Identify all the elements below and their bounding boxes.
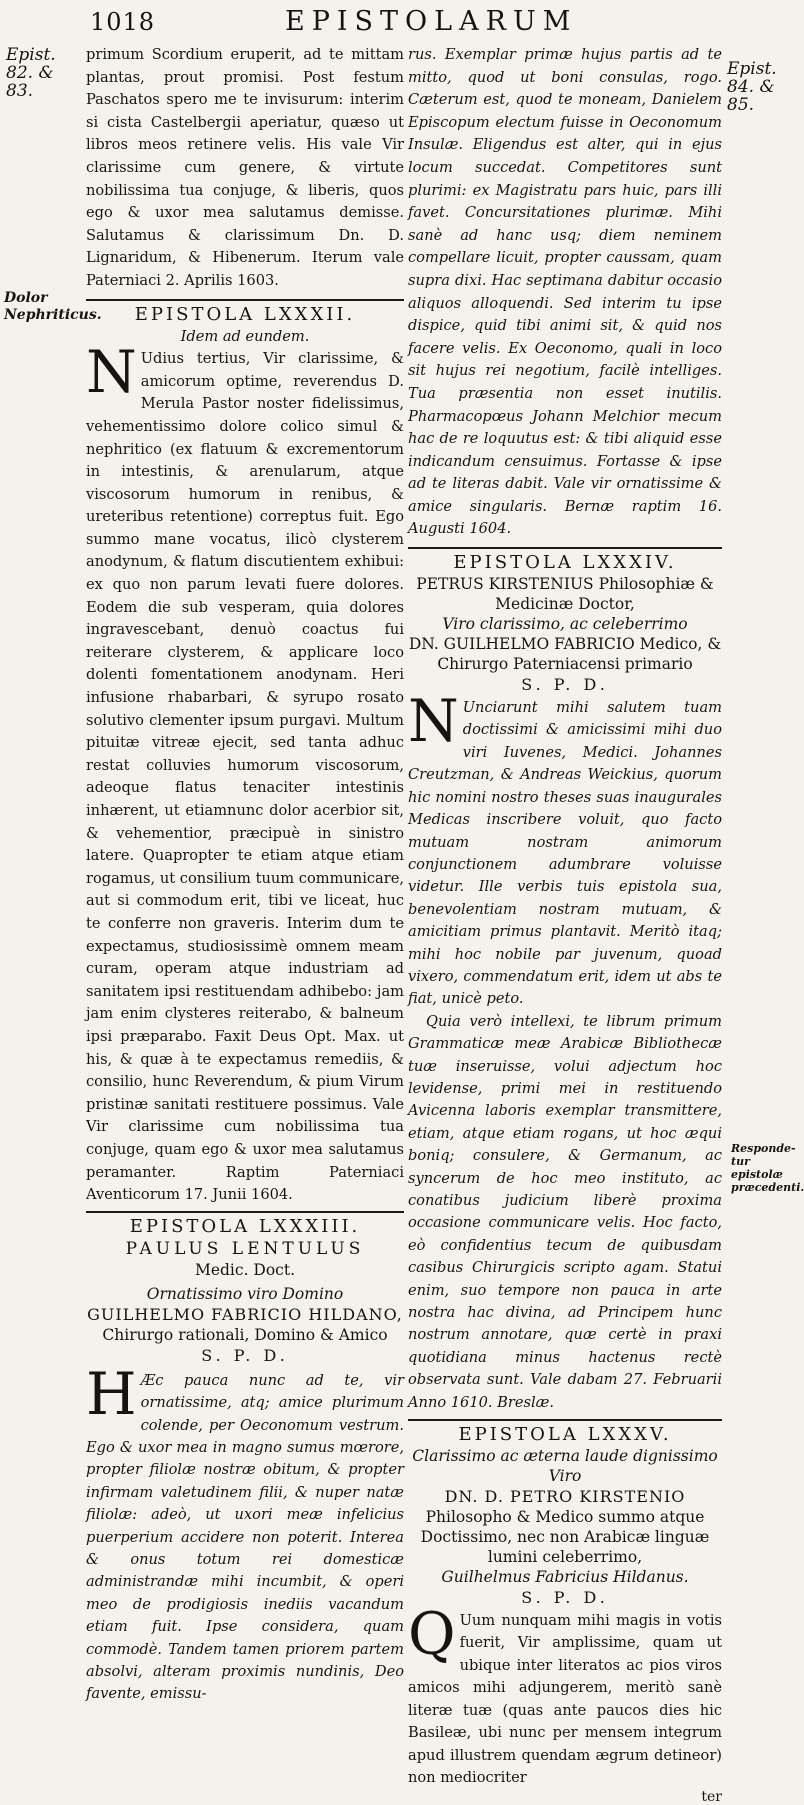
letter-85-text: Uum nunquam mihi magis in votis fuerit, Vir amplissime, quam ut ubique inter literatos ac pios viros amicos mihi adjungerem, meritò sanè literæ tuæ (quas ante paucos dies hic Basileæ, ubi nunc per mensem integrum apud illustrem quendam ægrum detineor) non mediocriter	[408, 1612, 722, 1786]
letter-84-addressee-name: DN. GUILHELMO FABRICIO Medico, & Chirurgo Paterniacensi primario	[408, 635, 722, 674]
divider	[86, 1211, 404, 1213]
margin-ref-left: Epist. 82. & 83.	[6, 45, 56, 101]
letter-83-salutation: S. P. D.	[201, 1345, 289, 1365]
letter-83-addressee-line1: Ornatissimo viro Domino	[146, 1284, 344, 1303]
running-header	[0, 6, 800, 42]
letter-81-continuation: primum Scordium eruperit, ad te mittam plantas, prout promisi. Post festum Paschatos spero me te invisurum: interim si cista Castelbergii aperiatur, quæso ut libros meos retinere velis. His vale Vir clarissime cum genere, & virtute nobilissima tua conjuge, & liberis, quos ego & uxor mea salutamus demisse. Salutamus & clarissimum Dn. D. Lignaridum, & Hibenerum. Iterum vale Paterniaci 2. Aprilis 1603.	[86, 46, 404, 289]
letter-85-addressee-name: DN. D. PETRO KIRSTENIO	[444, 1487, 686, 1507]
letter-85-title: EPISTOLA LXXXV.	[458, 1424, 672, 1446]
letter-83-dropcap: H	[86, 1359, 137, 1428]
letter-84-dropcap: N	[408, 687, 459, 756]
running-head: EPISTOLARUM	[285, 6, 578, 37]
margin-note-respondetur: Responde-tur epistolæ præcedenti.	[731, 1142, 804, 1194]
letter-83-title: EPISTOLA LXXXIII.	[129, 1215, 361, 1237]
letter-82-title: EPISTOLA LXXXII.	[134, 303, 356, 325]
letter-82-body	[86, 338, 404, 1207]
letter-84-body	[408, 687, 722, 1011]
letter-84-author: PETRUS KIRSTENIUS Philosophiæ & Medicinæ Doctor,	[416, 575, 714, 614]
letter-85-salutation: S. P. D.	[521, 1588, 609, 1608]
margin-ref-right: Epist. 84. & 85.	[727, 59, 777, 115]
letter-82-text: Udius tertius, Vir clarissime, & amicorum optime, reverendus D. Merula Pastor noster fidelissimus, vehementissimo dolore colico simul & nephritico (ex flatuum & excrementorum in intestinis, & arenularum, atque viscosorum humorum in renibus, & ureteribus retentione) correptus fuit. Ego summo mane vocatus, ilicò clysterem anodynum, & flatum discutientem exhibui: ex quo non parum levati fuere dolores. Eodem die sub vesperam, quia dolores ingravescebant, denuò coactus fui reiterare clysterem, & applicare loco dolenti fomentationem anodynam. Heri infusione rhabarbari, & syrupo rosato solutivo clementer ipsum purgavi. Multum pituitæ vitreæ ejecit, sed tanta adhuc restat colluvies humorum viscosorum, adeoque flatus tenaciter intestinis inhærent, ut etiamnunc dolor acerbior sit, & vehementior, præcipuè in sinistro latere. Quapropter te etiam atque etiam rogamus, ut consilium tuum communicare, aut si commodum erit, tibi ve liceat, huc te conferre non graveris. Interim dum te expectamus, studiosissimè omnem meam curam, operam atque industriam ad sanitatem ipsi restituendam adhibebo: jam jam enim clysteres reiterabo, & balneum ipsi præparabo. Faxit Deus Opt. Max. ut his, & quæ à te expectamus remediis, & consilio, hunc Reverendum, & pium Virum pristinæ sanitati restituere possimus. Vale Vir clarissime cum nobilissima tua conjuge, quam ego & uxor mea salutamus peramanter. Raptim Paterniaci Aventicorum 17. Junii 1604.	[86, 350, 404, 1204]
letter-83-author-title: Medic. Doct.	[194, 1260, 296, 1279]
catchword: ter	[701, 1789, 722, 1805]
letter-85-sender: Guilhelmus Fabricius Hildanus.	[441, 1568, 689, 1587]
letter-85-dropcap: Q	[408, 1600, 456, 1669]
letter-84-title: EPISTOLA LXXXIV.	[453, 552, 677, 574]
letter-83-text: Æc pauca nunc ad te, vir ornatissime, atq; amice plurimum colende, per Oeconomum vestrum. Ego & uxor mea in magno sumus mœrore, propter filiolæ nostræ obitum, & propter infirmam valetudinem filii, & nuper natæ filiolæ: adeò, ut uxori meæ infelicius puerperium accidere non poterit. Interea & onus totum rei domesticæ administrandæ mihi incumbit, & operi meo de prodigiosis inediis vacandum etiam fuit. Ipse considera, quam commodè. Tandem tamen priorem partem absolvi, alteram proximis nundinis, Deo favente, emissu-	[86, 1371, 404, 1703]
letter-85-body	[408, 1600, 722, 1789]
left-column	[86, 44, 404, 1706]
page-number: 1018	[90, 8, 156, 36]
divider	[408, 547, 722, 549]
divider	[86, 299, 404, 301]
letter-83-addressee-line3: Chirurgo rationali, Domino & Amico	[102, 1325, 388, 1344]
letter-83-continuation: rus. Exemplar primæ hujus partis ad te mitto, quod ut boni consulas, rogo. Cæterum est, quod te moneam, Danielem Episcopum electum fuisse in Oeconomum Insulæ. Eligendus est alter, qui in ejus locum succedat. Competitores sunt plurimi: ex Magistratu pars huic, pars illi favet. Concursitationes plurimæ. Mihi sanè ad hanc usq; diem neminem compellare licuit, propter caussam, quam supra dixi. Hac septimana dabitur occasio aliquos alloquendi. Sed interim tu ipse dispice, quid tibi animi sit, & quid nos facere velis. Ex Oeconomo, quali in loco sit hujus rei negotium, facilè intelliges. Tua præsentia non esset inutilis. Pharmacopœus Johann Melchior mecum hac de re loquutus est: & tibi aliquid esse indicandum censuimus. Fortasse & ipse ad te literas dabit. Vale vir ornatissime & amice singularis. Bernæ raptim 16. Augusti 1604.	[408, 46, 722, 538]
letter-84-addressee-line1: Viro clarissimo, ac celeberrimo	[442, 615, 688, 634]
letter-84-body-paragraph2: Quia verò intellexi, te librum primum Grammaticæ meæ Arabicæ Bibliothecæ tuæ inseruisse, volui adjectum hoc levidense, primi mei in restituendo Avicenna laboris exemplar transmittere, etiam, atque etiam rogans, ut hoc æqui boniq; consulere, & Germanum, ac syncerum de hoc meo instituto, ac conatibus judicium liberè proxima occasione communicare velis. Hoc facto, eò confidentius tecum de quibusdam casibus Chirurgicis scripto agam. Statui enim, suo tempore non pauca in arte nostra hac divina, ad Principem hunc nostrum annotare, quæ certè in praxi quotidiana minus hactenus rectè observata sunt. Vale dabam 27. Februarii Anno 1610. Breslæ.	[408, 1012, 722, 1411]
letter-85-addressee-line1: Clarissimo ac æterna laude dignissimo Viro	[412, 1447, 718, 1486]
letter-83-body	[86, 1359, 404, 1706]
right-column	[408, 44, 722, 1805]
letter-84-text: Unciarunt mihi salutem tuam doctissimi & amicissimi mihi duo viri Iuvenes, Medici. Johannes Creutzman, & Andreas Weickius, quorum hic nomini nostro theses suas inaugurales Medicas inscribere voluit, quo facto mutuam nostram animorum conjunctionem adumbrare voluisse videtur. Ille verbis tuis epistola sua, benevolentiam nostram mutuam, & amicitiam primus plantavit. Meritò itaq; mihi hoc nobile par juvenum, quoad vixero, commendatum erit, idem ut abs te fiat, unicè peto.	[408, 699, 722, 1008]
letter-84-salutation: S. P. D.	[521, 675, 609, 695]
letter-83-author: PAULUS LENTULUS	[125, 1238, 365, 1259]
letter-83-addressee-name: GUILHELMO FABRICIO HILDANO,	[87, 1304, 403, 1324]
letter-82-dropcap: N	[86, 338, 137, 407]
letter-85-addressee-line3: Philosopho & Medico summo atque Doctissimo, nec non Arabicæ linguæ lumini celeberrimo,	[420, 1508, 710, 1567]
margin-note-dolor: Dolor Nephriticus.	[4, 290, 102, 323]
divider	[408, 1419, 722, 1421]
letter-82-subtitle: Idem ad eundem.	[180, 327, 310, 345]
